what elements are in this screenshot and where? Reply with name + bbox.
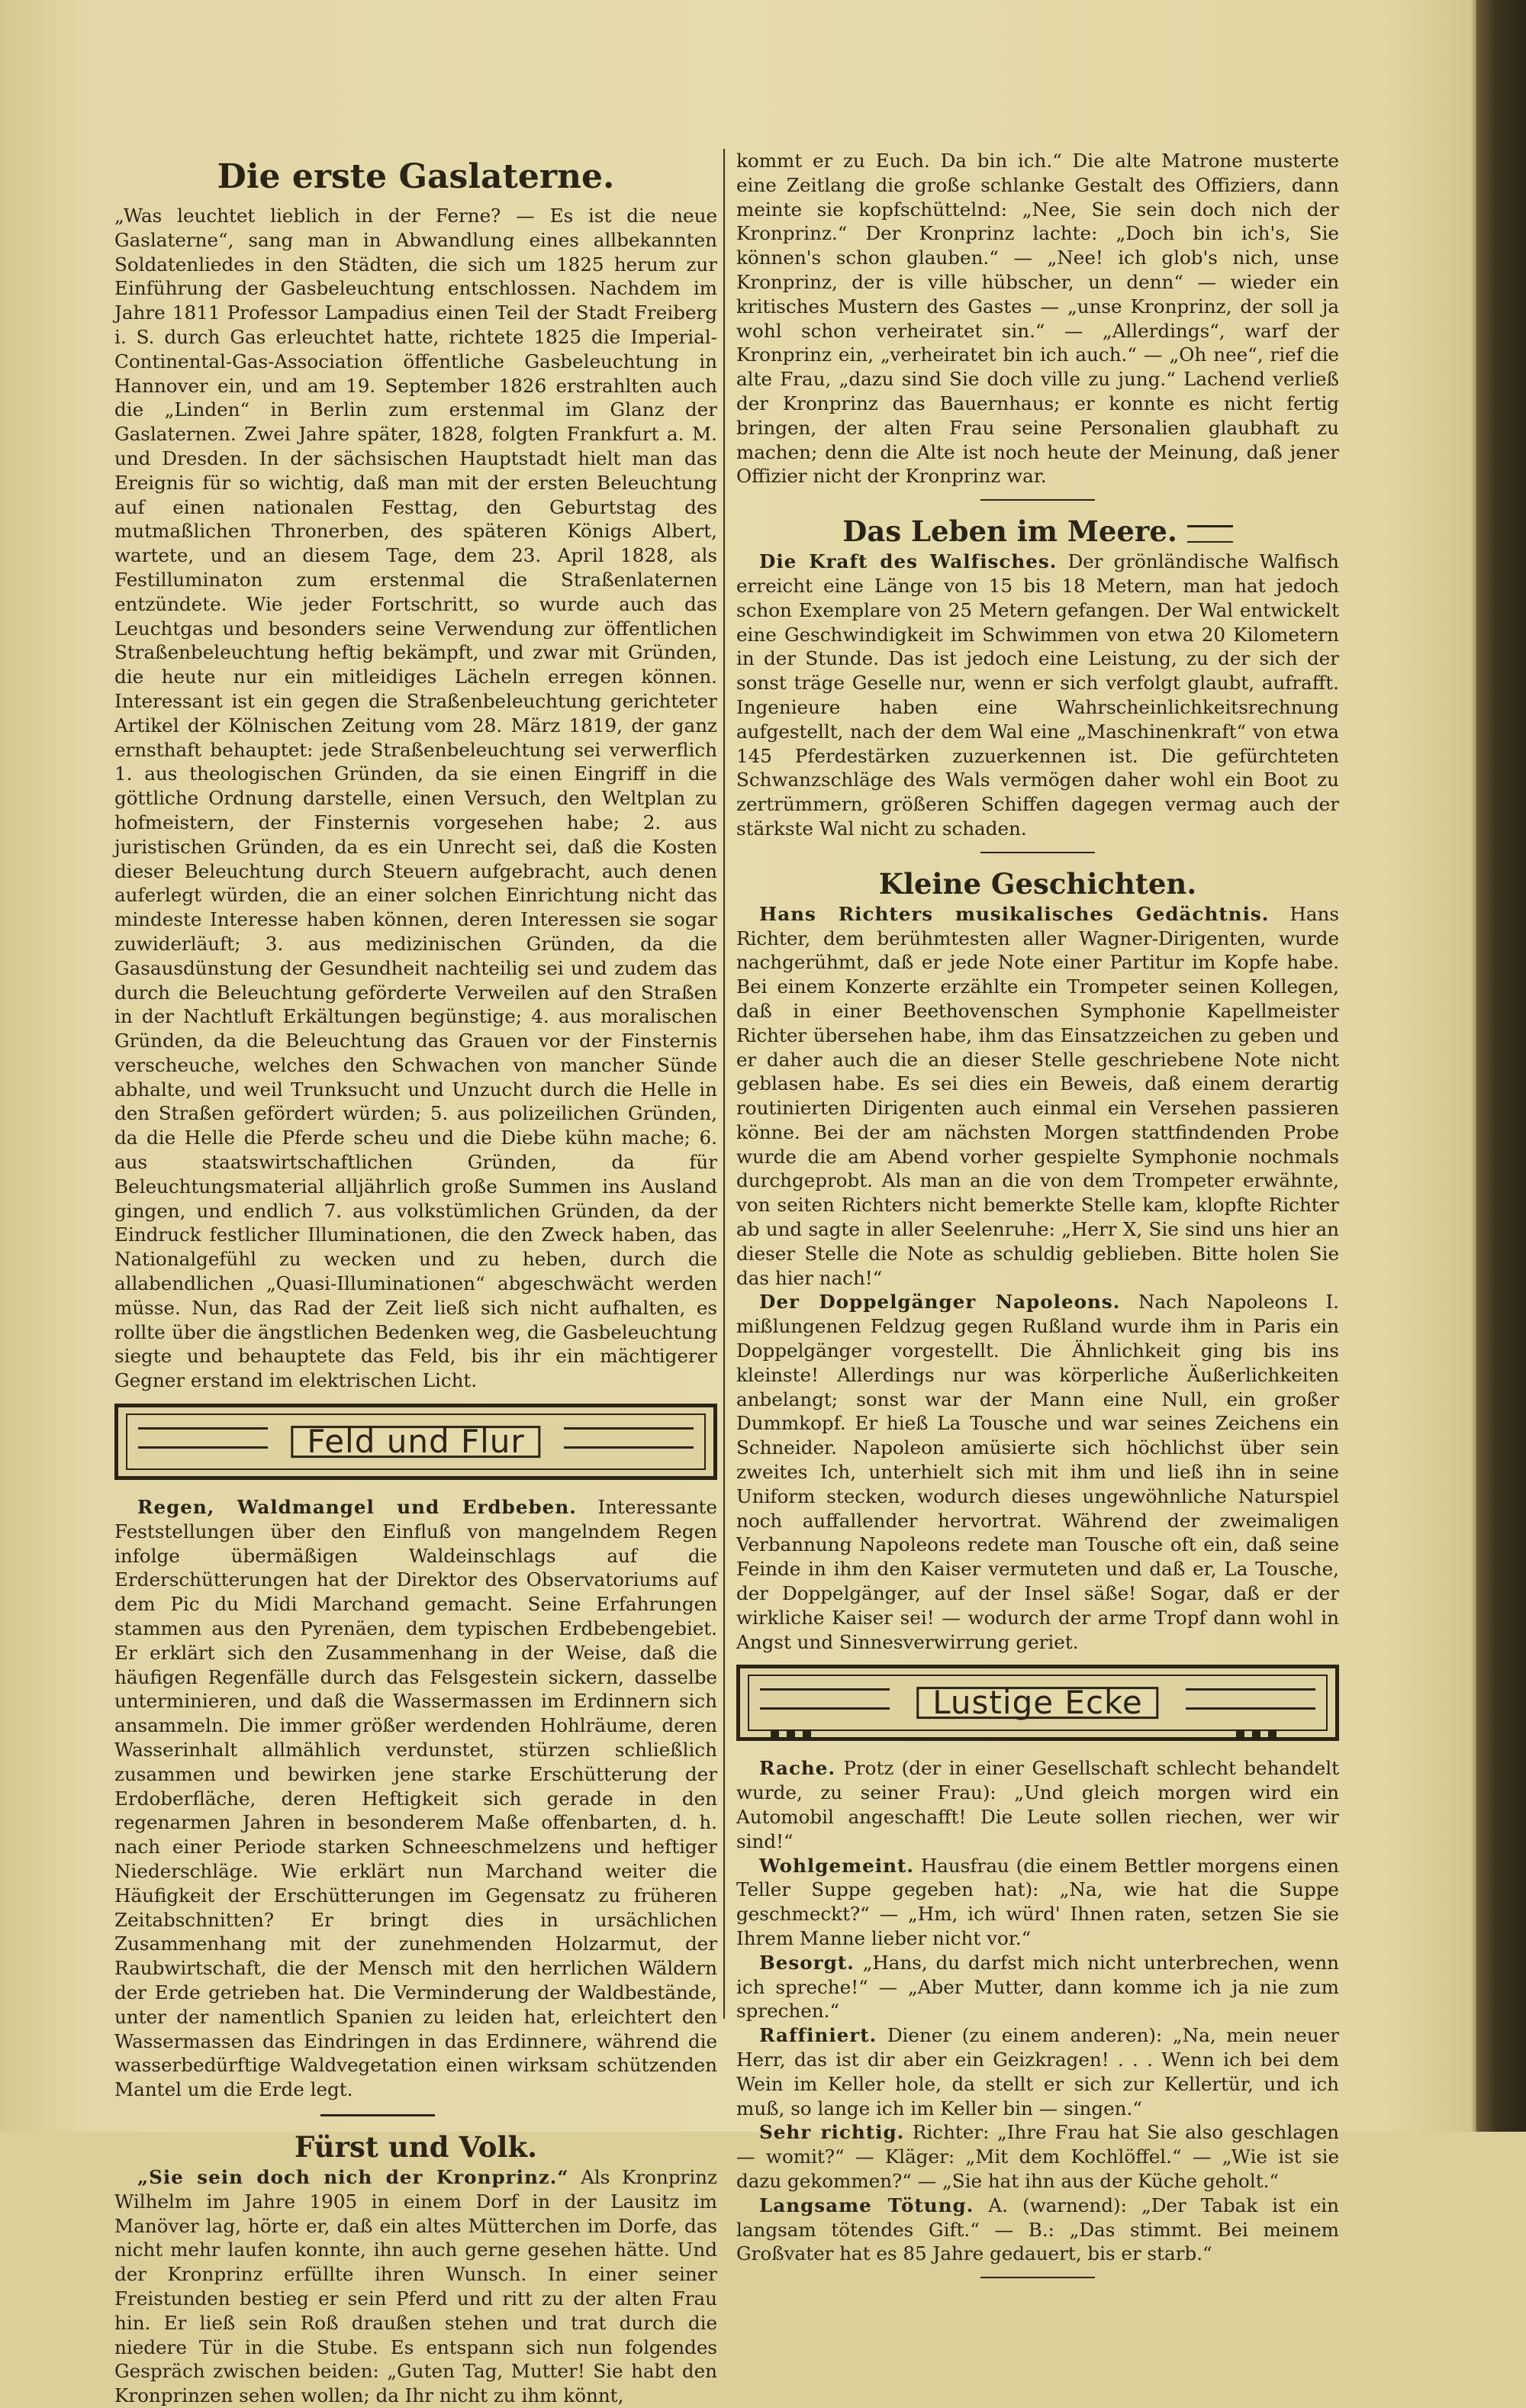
article-lead-regen: Regen, Waldmangel und Erdbeben. [137,1496,577,1519]
joke-lead: Rache. [759,1757,836,1780]
banner-ornament-left [760,1688,890,1710]
article-body-napoleon: Nach Napoleons I. mißlungenen Feldzug gegen Rußland wurde ihm in Paris ein Doppelgänger vorgestellt. Die Ähnlichkeit ging bis ins kleinste! Allerdings nur was körperliche Äußerlichkeiten anbelangt; sonst war der Mann eine Null, ein großer Dummkopf. Er hieß La Tousche und war seines Zeichens ein Schneider. Napoleon amüsierte sich höchlichst über sein zweites Ich, unterhielt sich mit ihm und ließ ihn in seine Uniform stecken, wodurch dieses ungewöhnliche Naturspiel noch auffallender hervortrat. Während der zweimaligen Verbannung Napoleons redete man Tousche oft ein, daß seine Feinde in ihm den Kaiser vermuteten und daß er, La Tousche, der Doppelgänger, auf der Insel säße! Sogar, daß er der wirkliche Kaiser sei! — wodurch der arme Tropf dann wohl in Angst und Sinnesverwirrung geriet. [736,1291,1339,1653]
article-lead-meer: Die Kraft des Walfisches. [759,550,1058,573]
joke-lead: Raffiniert. [759,2024,877,2047]
joke-text: A. (warnend): „Der Tabak ist ein langsam tötendes Gift.“ — B.: „Das stimmt. Bei meinem Großvater hat es 85 Jahre gedauert, bis er starb.“ [736,2194,1339,2265]
right-column [736,149,1340,2265]
banner-dots-right [1236,1720,1305,1728]
article-title-fuerst: Fürst und Volk. [295,2129,537,2164]
banner-ornament-right [564,1427,694,1449]
joke-text: „Hans, du darfst mich nicht unterbrechen, wenn ich spreche!“ — „Aber Mutter, dann komme ich ja nie zum sprechen.“ [736,1951,1339,2023]
article-lead-napoleon: Der Doppelgänger Napoleons. [759,1291,1121,1314]
article-separator [320,2114,435,2116]
joke-item [736,1756,1339,1853]
joke-lead: Besorgt. [759,1951,855,1974]
article-title-gaslaterne: Die erste Gaslaterne. [217,157,615,196]
article-fuerst [114,2165,717,2408]
joke-item [736,2194,1339,2266]
article-title-meer-text: Das Leben im Meere. [842,514,1177,549]
ornament-icon [1187,525,1233,543]
banner-ornament-left [138,1427,268,1449]
joke-item [736,2120,1339,2193]
joke-text: Protz (der in einer Gesellschaft schlecht behandelt wurde, zu seiner Frau): „Und gleich morgen wird ein Automobil angeschafft! Die Leute sollen riechen, wer wir sind!“ [736,1757,1339,1852]
joke-lead: Langsame Tötung. [759,2194,974,2216]
article-napoleon [736,1290,1339,1654]
section-banner-feld [114,1404,717,1480]
article-body-richter: Hans Richter, dem berühmtesten aller Wagner-Dirigenten, wurde nachgerühmt, daß er jede Note einer Partitur im Kopfe habe. Bei einem Konzerte erzählte ein Trompeter seinen Kollegen, daß in einer Beethovenschen Symphonie Kapellmeister Richter übersehen habe, ihm das Einsatzzeichen zu geben und er daher auch die an dieser Stelle geschriebene Note nicht geblasen habe. Es sei dies ein Beweis, daß einem derartig routinierten Dirigenten auch einmal ein Versehen passieren könne. Bei der am nächsten Morgen stattfindenden Probe wurde die am Abend vorher gespielte Symphonie nochmals durchgeprobt. Als man an die von dem Trompeter erwähnte, von seiten Richters nicht bemerkte Stelle kam, klopfte Richter ab und sagte in aller Seelenruhe: „Herr X, Sie sind uns hier an dieser Stelle die Note as schuldig geblieben. Bitte holen Sie das hier nach!“ [736,902,1339,1289]
column-divider [723,149,725,2019]
article-meer [736,550,1339,841]
joke-lead: Sehr richtig. [759,2121,905,2144]
section-banner-lustige [736,1665,1339,1741]
article-body-meer: Der grönländische Walfisch erreicht eine Länge von 15 bis 18 Metern, man hat jedoch schon Exemplare von 25 Metern gefangen. Der Wal entwickelt eine Geschwindigkeit im Schwimmen von etwa 20 Kilometern in der Stunde. Das ist jedoch eine Leistung, zu der sich der sonst träge Geselle nur, wenn er sich verfolgt glaubt, aufrafft. Ingenieure haben eine Wahrscheinlichkeitsrechnung aufgestellt, nach der dem Wal eine „Maschinenkraft“ von etwa 145 Pferdestärken zuzuerkennen ist. Die gefürchteten Schwanzschläge des Wals vermögen daher wohl ein Boot zu zertrümmern, größeren Schiffen dagegen vermag auch der stärkste Wal nicht zu schaden. [736,550,1339,840]
joke-item [736,1951,1339,2023]
left-column [114,149,717,2407]
section-title-lustige: Lustige Ecke [916,1688,1158,1720]
book-spine [1476,0,1526,2132]
joke-text: Hausfrau (die einem Bettler morgens einen Teller Suppe gegeben hat): „Na, wie hat die Suppe geschmeckt?“ — „Hm, ich würd' Ihnen raten, setzen Sie sie Ihrem Manne lieber nicht vor.“ [736,1854,1339,1949]
article-title-meer [736,513,1339,550]
joke-text: Diener (zu einem anderen): „Na, mein neuer Herr, das ist dir aber ein Geizkragen! . . . Wenn ich bei dem Wein im Keller hole, da stellt er sich zur Kellertür, und ich muß, so lange ich im Keller bin — singen.“ [736,2024,1340,2119]
article-regen [114,1495,717,2102]
joke-item [736,1854,1339,1951]
section-title-feld: Feld und Flur [291,1426,540,1458]
article-lead-fuerst: „Sie sein doch nich der Kronprinz.“ [137,2165,569,2188]
article-title-kleine: Kleine Geschichten. [878,866,1197,901]
article-separator [980,499,1095,501]
article-separator [980,2277,1095,2278]
article-body-fuerst: Als Kronprinz Wilhelm im Jahre 1905 in einem Dorf in der Lausitz im Manöver lag, hörte er, daß ein altes Mütterchen im Dorfe, das nicht mehr laufen konnte, ihn auch gerne gesehen hätte. Und der Kronprinz erfüllte ihren Wunsch. In einer seiner Freistunden bestieg er sein Pferd und ritt zu der alten Frau hin. Er ließ sein Roß draußen stehen und trat durch die niedere Tür in die Stube. Es entspann sich nun folgendes Gespräch zwischen beiden: „Guten Tag, Mutter! Sie habt den Kronprinzen sehen wollen; da Ihr nicht zu ihm könnt, [114,2165,717,2407]
article-separator [980,852,1095,853]
banner-dots-left [771,1720,839,1728]
joke-text: Richter: „Ihre Frau hat Sie also geschlagen — womit?“ — Kläger: „Mit dem Kochlöffel.“ — „Wie ist sie dazu gekommen?“ — „Sie hat ihn aus der Küche geholt.“ [736,2121,1339,2192]
joke-lead: Wohlgemeint. [759,1854,914,1877]
joke-item [736,2023,1339,2120]
article-body-fuerst-continued: kommt er zu Euch. Da bin ich.“ Die alte Matrone musterte eine Zeitlang die große schlanke Gestalt des Offiziers, dann meinte sie kopfschüttelnd: „Nee, Sie sein doch nich der Kronprinz.“ Der Kronprinz lachte: „Doch bin ich's, Sie können's schon glauben.“ — „Nee! ich glob's nich, unse Kronprinz, der is ville hübscher, un denn“ — wieder ein kritisches Mustern des Gastes — „unse Kronprinz, der soll ja wohl schon verheiratet sin.“ — „Allerdings“, warf der Kronprinz ein, „verheiratet bin ich auch.“ — „Oh nee“, rief die alte Frau, „dazu sind Sie doch ville zu jung.“ Lachend verließ der Kronprinz das Bauernhaus; er konnte es nicht fertig bringen, der alten Frau seine Personalien glaubhaft zu machen; denn die Alte ist noch heute der Meinung, daß jener Offizier nicht der Kronprinz war. [736,150,1339,488]
article-lead-richter: Hans Richters musikalisches Gedächtnis. [759,902,1270,925]
article-body-regen: Interessante Feststellungen über den Einfluß von mangelndem Regen infolge übermäßigen Waldeinschlags auf die Erderschütterungen hat der Direktor des Observatoriums auf dem Pic du Midi Marchand gemacht. Seine Erfahrungen stammen aus den Pyrenäen, dem typischen Erdbebengebiet. Er erklärt sich den Zusammenhang in der Weise, daß die häufigen Regenfälle durch das Felsgestein sickern, dasselbe unterminieren, und daß die Wassermassen im Erdinnern sich ansammeln. Die immer größer werdenden Hohlräume, deren Wasserinhalt allmählich verdunstet, stürzen schließlich zusammen und bewirken jene starke Erschütterung der Erdoberfläche, deren Heftigkeit sich gerade in den regenarmen Jahren in besonderem Maße offenbarten, d. h. nach einer Periode starken Schneeschmelzens und heftiger Niederschläge. Wie erklärt nun Marchand weiter die Häufigkeit der Erschütterungen im Gegensatz zu früheren Zeitabschnitten? Er bringt dies in ursächlichen Zusammenhang mit der zunehmenden Holzarmut, der Raubwirtschaft, die der Mensch mit den herrlichen Wäldern der Erde getrieben hat. Die Verminderung der Waldbestände, unter der namentlich Spanien zu leiden hat, erleichtert den Wassermassen das Eindringen in das Erdinnere, während die wasserbedürftige Waldvegetation einen wirksam schützenden Mantel um die Erde legt. [114,1496,717,2101]
banner-ornament-right [1186,1688,1315,1710]
article-richter [736,902,1339,1291]
article-body-gaslaterne: „Was leuchtet lieblich in der Ferne? — Es ist die neue Gaslaterne“, sang man in Abwandlung eines allbekannten Soldatenliedes in den Städten, die sich um 1825 herum zur Einführung der Gasbeleuchtung entschlossen. Nachdem im Jahre 1811 Professor Lampadius einen Teil der Stadt Freiberg i. S. durch Gas erleuchtet hatte, richtete 1825 die Imperial-Continental-Gas-Association öffentliche Gasbeleuchtung in Hannover ein, und am 19. September 1826 erstrahlten auch die „Linden“ in Berlin zum erstenmal im Glanz der Gaslaternen. Zwei Jahre später, 1828, folgten Frankfurt a. M. und Dresden. In der sächsischen Hauptstadt hielt man das Ereignis für so wichtig, daß man mit der ersten Beleuchtung auf einen nationalen Festtag, den Geburtstag des mutmaßlichen Thronerben, des späteren Königs Albert, wartete, und an diesem Tage, dem 23. April 1828, als Festilluminaton zum erstenmal die Straßenlaternen entzündete. Wie jeder Fortschritt, so wurde auch das Leuchtgas und besonders seine Verwendung zur öffentlichen Straßenbeleuchtung heftig bekämpft, und zwar mit Gründen, die heute nur ein mitleidiges Lächeln erregen können. Interessant ist ein gegen die Straßenbeleuchtung gerichteter Artikel der Kölnischen Zeitung vom 28. März 1819, der ganz ernsthaft behauptet: jede Straßenbeleuchtung sei verwerflich 1. aus theologischen Gründen, da sie einen Eingriff in die göttliche Ordnung darstelle, einen Versuch, den Weltplan zu hofmeistern, der Finsternis vorgesehen habe; 2. aus juristischen Gründen, da es ein Unrecht sei, daß die Kosten dieser Beleuchtung durch Steuern aufgebracht, auch denen auferlegt würden, die an einer solchen Einrichtung nicht das mindeste Interesse haben können, deren Interessen sie sogar zuwiderläuft; 3. aus medizinischen Gründen, da die Gasausdünstung der Gesundheit nachteilig sei und zudem das durch die Beleuchtung geförderte Verweilen auf den Straßen in der Nachtluft Erkältungen begünstige; 4. aus moralischen Gründen, da die Beleuchtung das Grauen vor der Finsternis verscheuche, welches den Schwachen von mancher Sünde abhalte, und weil Trunksucht und Unzucht durch die Helle in den Straßen gefördert würden; 5. aus polizeilichen Gründen, da die Helle die Pferde scheu und die Diebe kühn mache; 6. aus staatswirtschaftlichen Gründen, da für Beleuchtungsmaterial alljährlich große Summen ins Ausland gingen, und endlich 7. aus volkstümlichen Gründen, da der Eindruck festlicher Illuminationen, die den Zweck haben, das Nationalgefühl zu wecken und zu heben, durch die allabendlichen „Quasi-Illuminationen“ abgeschwächt werden müsse. Nun, das Rad der Zeit ließ sich nicht aufhalten, es rollte über die ängstlichen Bedenken weg, die Gasbeleuchtung siegte und behauptete das Feld, bis ihr ein mächtigerer Gegner erstand im elektrischen Licht. [114,205,717,1392]
